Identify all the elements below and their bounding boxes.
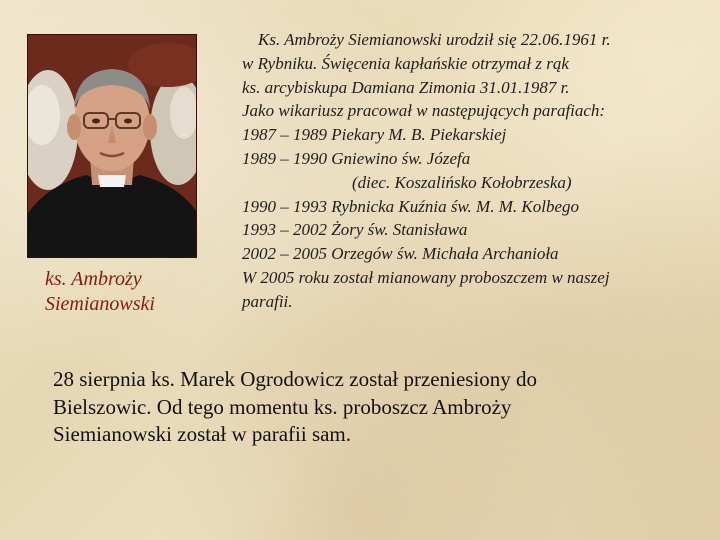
bio-line: parafii. [242,291,293,311]
bio-line: 1989 – 1990 Gniewino św. Józefa [242,148,471,168]
bio-line: Ks. Ambroży Siemianowski urodził się 22.06.1961 r. [258,30,611,49]
bio-line: ks. arcybiskupa Damiana Zimonia 31.01.1987 r. [242,77,570,97]
bio-line: 1987 – 1989 Piekary M. B. Piekarskiej [242,125,507,145]
bio-line: Jako wikariusz pracował w następujących parafiach: [242,101,606,121]
portrait-icon [28,35,196,257]
caption-line: ks. Ambroży [45,268,142,290]
bio-line: 1993 – 2002 Żory św. Stanisława [242,220,468,240]
bio-line: 2002 – 2005 Orzegów św. Michała Archanioła [242,244,559,264]
note-line: Siemianowski został w parafii sam. [53,422,352,446]
bio-line: 1990 – 1993 Rybnicka Kuźnia św. M. M. Kolbego [242,196,579,216]
bio-line: w Rybniku. Święcenia kapłańskie otrzymał z rąk [242,53,569,73]
note-line: 28 sierpnia ks. Marek Ogrodowicz został przeniesiony do [53,367,538,391]
note-paragraph [53,366,673,449]
portrait-photo [27,34,197,258]
biography-text [242,28,712,314]
bio-line: W 2005 roku został mianowany proboszczem w naszej [242,267,610,287]
photo-caption [45,267,205,317]
caption-line: Siemianowski [45,293,155,315]
note-line: Bielszowic. Od tego momentu ks. proboszcz Ambroży [53,394,512,419]
bio-line: (diec. Koszalińsko Kołobrzeska) [352,172,572,192]
